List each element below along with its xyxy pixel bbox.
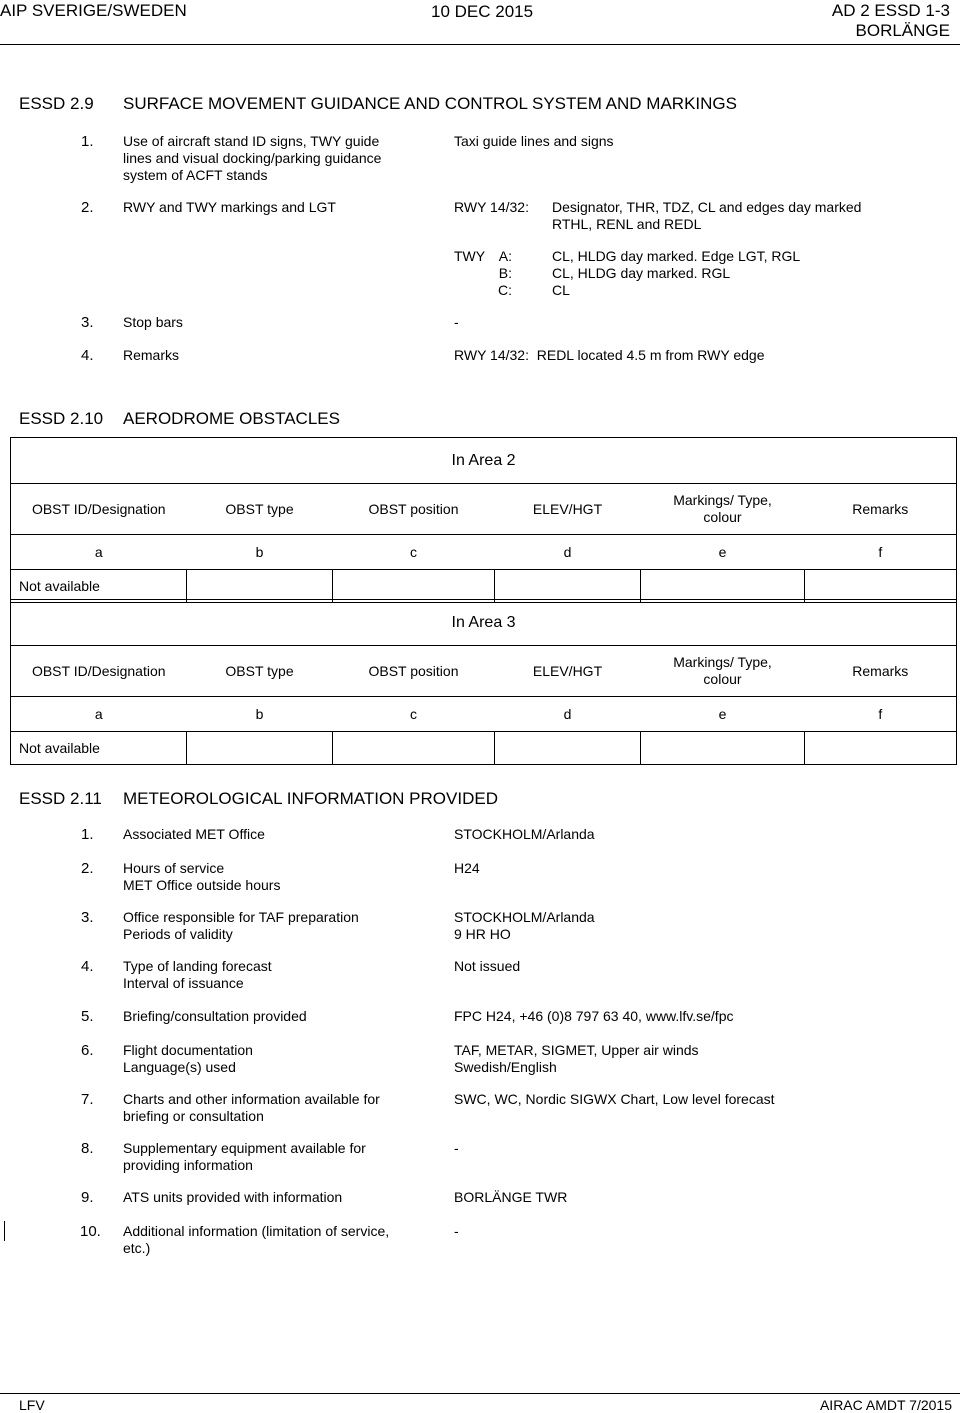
table-cell: Not available	[11, 732, 187, 765]
column-letter: f	[805, 697, 957, 732]
item-value: STOCKHOLM/Arlanda 9 HR HO	[454, 909, 595, 942]
table-cell	[333, 570, 495, 603]
item-number: 3.	[81, 909, 94, 926]
item-number: 4.	[81, 347, 94, 364]
item-label: Stop bars	[123, 314, 183, 330]
table-cell	[805, 570, 957, 603]
item-label: Charts and other information available for briefing or consultation	[123, 1091, 380, 1124]
column-letter: e	[641, 697, 805, 732]
item-number: 2.	[81, 199, 94, 216]
item-value: Taxi guide lines and signs	[454, 133, 614, 149]
item-number: 9.	[81, 1189, 94, 1206]
column-letter: b	[187, 697, 333, 732]
table-cell	[495, 570, 641, 603]
column-header: Remarks	[805, 646, 957, 697]
header-rule	[0, 44, 960, 45]
item-number: 4.	[81, 958, 94, 975]
item-value: RWY 14/32: REDL located 4.5 m from RWY edge	[454, 347, 765, 363]
item-number: 2.	[81, 860, 94, 877]
item-value: H24	[454, 860, 480, 876]
column-header: Remarks	[805, 484, 957, 535]
item-label: Briefing/consultation provided	[123, 1008, 307, 1024]
footer-amendment: AIRAC AMDT 7/2015	[819, 1397, 952, 1413]
item-value: Not issued	[454, 958, 521, 974]
header-date: 10 DEC 2015	[431, 2, 534, 21]
column-letter: c	[333, 697, 495, 732]
column-header: OBST type	[187, 646, 333, 697]
item-label: Remarks	[123, 347, 180, 363]
section-title-2-9: SURFACE MOVEMENT GUIDANCE AND CONTROL SYSTEM AND MARKINGS	[123, 94, 737, 113]
change-bar	[4, 1221, 5, 1241]
column-letter: b	[187, 535, 333, 570]
item-value: -	[454, 1223, 459, 1239]
item-value: -	[454, 1140, 459, 1156]
twy-prefix: TWY	[454, 248, 486, 264]
column-letter: d	[495, 535, 641, 570]
item-value: STOCKHOLM/Arlanda	[454, 826, 595, 842]
item-number: 5.	[81, 1008, 94, 1025]
column-header: OBST ID/Designation	[11, 646, 187, 697]
header-aerodrome: BORLÄNGE	[855, 21, 950, 40]
item-label: Supplementary equipment available for providing information	[123, 1140, 366, 1173]
item-number: 1.	[81, 826, 94, 843]
item-label: Office responsible for TAF preparation Periods of validity	[123, 909, 359, 942]
column-letter: c	[333, 535, 495, 570]
table-cell	[805, 732, 957, 765]
item-value: -	[454, 314, 459, 330]
table-cell	[641, 732, 805, 765]
section-number-2-11: ESSD 2.11	[19, 789, 102, 808]
section-title-2-11: METEOROLOGICAL INFORMATION PROVIDED	[123, 789, 498, 808]
table-cell	[333, 732, 495, 765]
item-value: FPC H24, +46 (0)8 797 63 40, www.lfv.se/fpc	[454, 1008, 734, 1024]
footer-publisher: LFV	[19, 1397, 45, 1413]
column-header: OBST position	[333, 484, 495, 535]
twy-letters: A: B: C:	[498, 248, 512, 298]
item-number: 1.	[81, 133, 94, 150]
footer-rule	[0, 1393, 960, 1394]
section-number-2-10: ESSD 2.10	[19, 409, 104, 428]
table-cell: Not available	[11, 570, 187, 603]
column-letter: f	[805, 535, 957, 570]
obstacles-table-area-2	[10, 437, 957, 603]
column-header: Markings/ Type, colour	[641, 484, 805, 535]
section-number-2-9: ESSD 2.9	[19, 94, 94, 113]
item-label: RWY and TWY markings and LGT	[123, 199, 336, 215]
item-value: SWC, WC, Nordic SIGWX Chart, Low level forecast	[454, 1091, 775, 1107]
column-letter: a	[11, 535, 187, 570]
header-page-code: AD 2 ESSD 1-3	[831, 1, 950, 20]
item-number: 7.	[81, 1091, 94, 1108]
item-label: Use of aircraft stand ID signs, TWY guide lines and visual docking/parking guidance system of ACFT stands	[123, 133, 382, 183]
obstacles-table-area-3	[10, 599, 957, 765]
item-label: Associated MET Office	[123, 826, 265, 842]
rwy-markings-value: Designator, THR, TDZ, CL and edges day marked RTHL, RENL and REDL	[552, 199, 862, 232]
rwy-prefix: RWY 14/32:	[454, 199, 529, 215]
column-letter: d	[495, 697, 641, 732]
item-label: ATS units provided with information	[123, 1189, 343, 1205]
column-header: OBST position	[333, 646, 495, 697]
item-value: BORLÄNGE TWR	[454, 1189, 568, 1205]
item-label: Hours of service MET Office outside hours	[123, 860, 281, 893]
header-publication: AIP SVERIGE/SWEDEN	[0, 1, 187, 20]
item-label: Flight documentation Language(s) used	[123, 1042, 253, 1075]
table-cell	[187, 732, 333, 765]
section-title-2-10: AERODROME OBSTACLES	[123, 409, 340, 428]
twy-markings-values: CL, HLDG day marked. Edge LGT, RGL CL, HLDG day marked. RGL CL	[552, 248, 801, 298]
item-number: 8.	[81, 1140, 94, 1157]
item-value: TAF, METAR, SIGMET, Upper air winds Swedish/English	[454, 1042, 699, 1075]
column-header: ELEV/HGT	[495, 646, 641, 697]
table-area-title: In Area 2	[11, 438, 957, 484]
item-number: 6.	[81, 1042, 94, 1059]
table-area-title: In Area 3	[11, 600, 957, 646]
item-number: 3.	[81, 314, 94, 331]
column-letter: a	[11, 697, 187, 732]
item-number: 10.	[80, 1223, 101, 1240]
column-header: ELEV/HGT	[495, 484, 641, 535]
column-letter: e	[641, 535, 805, 570]
column-header: Markings/ Type, colour	[641, 646, 805, 697]
table-cell	[187, 570, 333, 603]
table-cell	[495, 732, 641, 765]
item-label: Additional information (limitation of service, etc.)	[123, 1223, 390, 1256]
column-header: OBST type	[187, 484, 333, 535]
table-cell	[641, 570, 805, 603]
item-label: Type of landing forecast Interval of issuance	[123, 958, 272, 991]
column-header: OBST ID/Designation	[11, 484, 187, 535]
